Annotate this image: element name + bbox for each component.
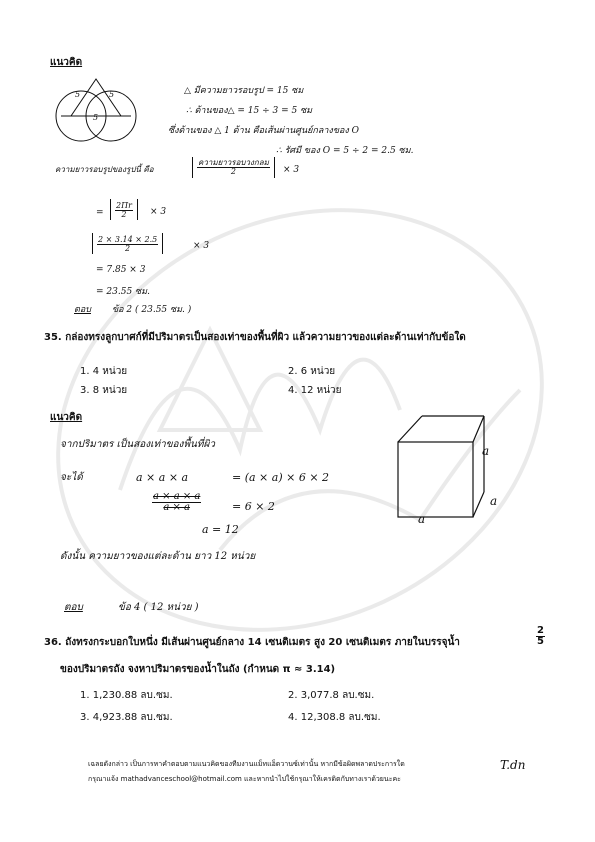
handwritten-line: × 3: [283, 165, 300, 175]
triangle-circles-figure: [55, 72, 137, 148]
option-1: 1. 1,230.88 ลบ.ซม.: [80, 690, 173, 701]
fraction-denominator: 5: [537, 636, 544, 647]
option-4: 4. 12 หน่วย: [288, 385, 342, 396]
handwritten-line: = 23.55 ซม.: [96, 287, 150, 297]
answer-label: ตอบ: [74, 305, 91, 315]
handwritten-line: × 3: [150, 207, 167, 217]
question-36-text: 36. ถังทรงกระบอกใบหนึ่ง มีเส้นผ่านศูนย์กลาง 14 เซนติเมตร สูง 20 เซนติเมตร ภายในบรรจุน้ำ: [44, 637, 460, 648]
option-3: 3. 4,923.88 ลบ.ซม.: [80, 712, 173, 723]
fraction-numerator: a × a × a: [153, 491, 201, 502]
handwritten-line: =: [96, 208, 104, 218]
fraction-numerator: 2 × 3.14 × 2.5: [98, 235, 158, 244]
cube-figure: [392, 412, 492, 522]
handwritten-line: a = 12: [202, 523, 239, 536]
fraction-denominator: 2: [125, 244, 131, 253]
footer-disclaimer: เฉลยดังกล่าว เป็นการหาคำตอบตามแนวคิดของทีมงานแม็ทแอ็ดวานซ์เท่านั้น หากมีข้อผิดพลาดประการใด: [88, 760, 405, 768]
handwritten-line: ∴ รัศมี ของ O = 5 ÷ 2 = 2.5 ซม.: [276, 146, 414, 156]
answer-text: ข้อ 2 ( 23.55 ซม. ): [112, 305, 192, 315]
handwritten-line: จากปริมาตร เป็นสองเท่าของพื้นที่ผิว: [60, 439, 215, 450]
cube-edge-label: a: [418, 512, 426, 526]
formula-bracket: [92, 233, 163, 254]
fraction-denominator: 2: [230, 167, 236, 176]
answer-text: ข้อ 4 ( 12 หน่วย ): [118, 602, 199, 613]
question-36-text: ของปริมาตรถัง จงหาปริมาตรของน้ำในถัง (กำหนด π ≈ 3.14): [60, 664, 336, 675]
fraction-denominator: a × a: [163, 502, 191, 513]
solution-heading: แนวคิด: [50, 412, 83, 423]
handwritten-line: ∴ ด้านของ△ = 15 ÷ 3 = 5 ซม: [186, 106, 313, 116]
fraction-numerator: 2Πr: [116, 201, 132, 210]
question-35-text: 35. กล่องทรงลูกบาศก์ที่มีปริมาตรเป็นสองเท่าของพื้นที่ผิว แล้วความยาวของแต่ละด้านเท่ากับข้อใด: [44, 332, 466, 343]
option-2: 2. 3,077.8 ลบ.ซม.: [288, 690, 375, 701]
cube-edge-label: a: [490, 494, 498, 508]
option-1: 1. 4 หน่วย: [80, 366, 128, 377]
option-2: 2. 6 หน่วย: [288, 366, 336, 377]
answer-label: ตอบ: [64, 602, 83, 613]
handwritten-line: = 7.85 × 3: [96, 265, 146, 275]
option-3: 3. 8 หน่วย: [80, 385, 128, 396]
triangle-side-label: 5: [93, 113, 99, 122]
handwritten-line: = (a × a) × 6 × 2: [232, 471, 330, 484]
handwritten-line: ความยาวรอบรูปของรูปนี้ คือ: [55, 165, 154, 174]
triangle-side-label: 5: [75, 90, 81, 99]
formula-bracket: [110, 199, 138, 220]
handwritten-line: a × a × a: [136, 471, 189, 484]
option-4: 4. 12,308.8 ลบ.ซม.: [288, 712, 381, 723]
handwritten-line: × 3: [193, 241, 210, 251]
cancel-fraction: [152, 492, 201, 513]
solution-heading: แนวคิด: [50, 57, 83, 68]
fraction-numerator: ความยาวรอบวงกลม: [198, 158, 269, 167]
perimeter-bracket: [192, 157, 275, 178]
footer-contact: กรุณาแจ้ง mathadvanceschool@hotmail.com และหากนำไปใช้กรุณาให้เครดิตกับทางเราด้วยนะคะ: [88, 775, 401, 783]
handwritten-line: = 6 × 2: [232, 500, 275, 513]
fraction-denominator: 2: [121, 210, 127, 219]
cube-edge-label: a: [482, 444, 490, 458]
handwritten-line: ซึ่งด้านของ △ 1 ด้าน คือเส้นผ่านศูนย์กลางของ O: [168, 126, 360, 136]
handwritten-line: ดังนั้น ความยาวของแต่ละด้าน ยาว 12 หน่วย: [60, 551, 256, 562]
water-fraction: [536, 626, 545, 647]
handwritten-line: △ มีความยาวรอบรูป = 15 ซม: [184, 86, 304, 96]
handwritten-line: จะได้: [60, 472, 83, 483]
signature: T.dn: [500, 758, 526, 772]
triangle-side-label: 5: [109, 90, 115, 99]
fraction-numerator: 2: [537, 625, 544, 636]
